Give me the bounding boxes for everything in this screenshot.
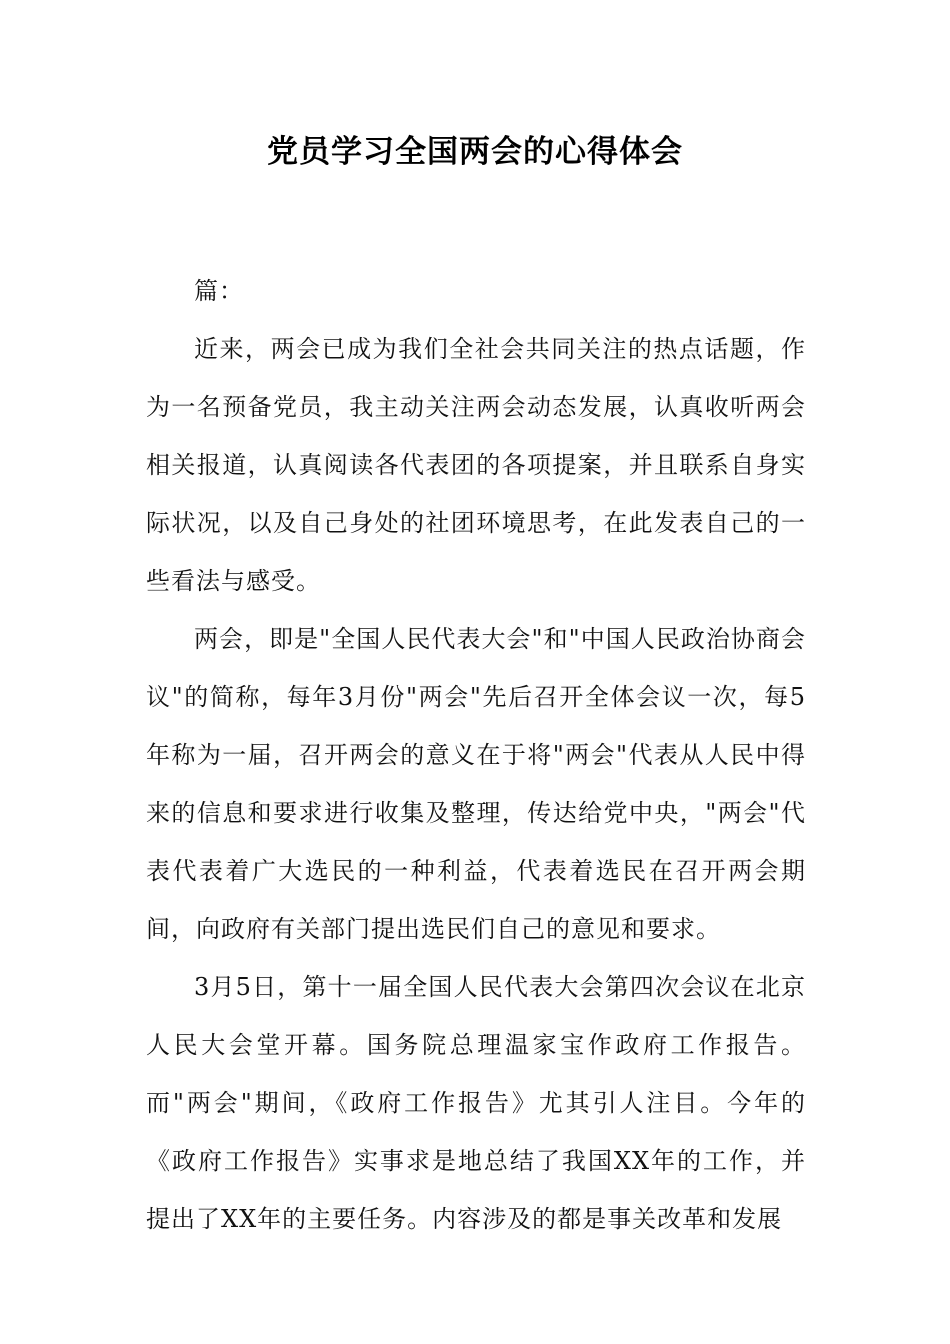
paragraph: 3月5日，第十一届全国人民代表大会第四次会议在北京人民大会堂开幕。国务院总理温家宝作政府工作报告。而"两会"期间，《政府工作报告》尤其引人注目。今年的《政府工作报告》实事求是地总结了我国XX年的工作，并提出了XX年的主要任务。内容涉及的都是事关改革和发展 <box>146 973 806 1233</box>
paragraph: 两会，即是"全国人民代表大会"和"中国人民政治协商会议"的简称，每年3月份"两会"先后召开全体会议一次，每5年称为一届，召开两会的意义在于将"两会"代表从人民中得来的信息和要求进行收集及整理，传达给党中央，"两会"代表代表着广大选民的一种利益，代表着选民在召开两会期间，向政府有关部门提出选民们自己的意见和要求。 <box>146 625 806 943</box>
paragraph: 近来，两会已成为我们全社会共同关注的热点话题，作为一名预备党员，我主动关注两会动态发展，认真收听两会相关报道，认真阅读各代表团的各项提案，并且联系自身实际状况，以及自己身处的社团环境思考，在此发表自己的一些看法与感受。 <box>146 335 806 595</box>
document-title: 党员学习全国两会的心得体会 <box>267 134 683 170</box>
document-body <box>146 262 806 1248</box>
paragraph-heading: 篇： <box>194 277 244 305</box>
